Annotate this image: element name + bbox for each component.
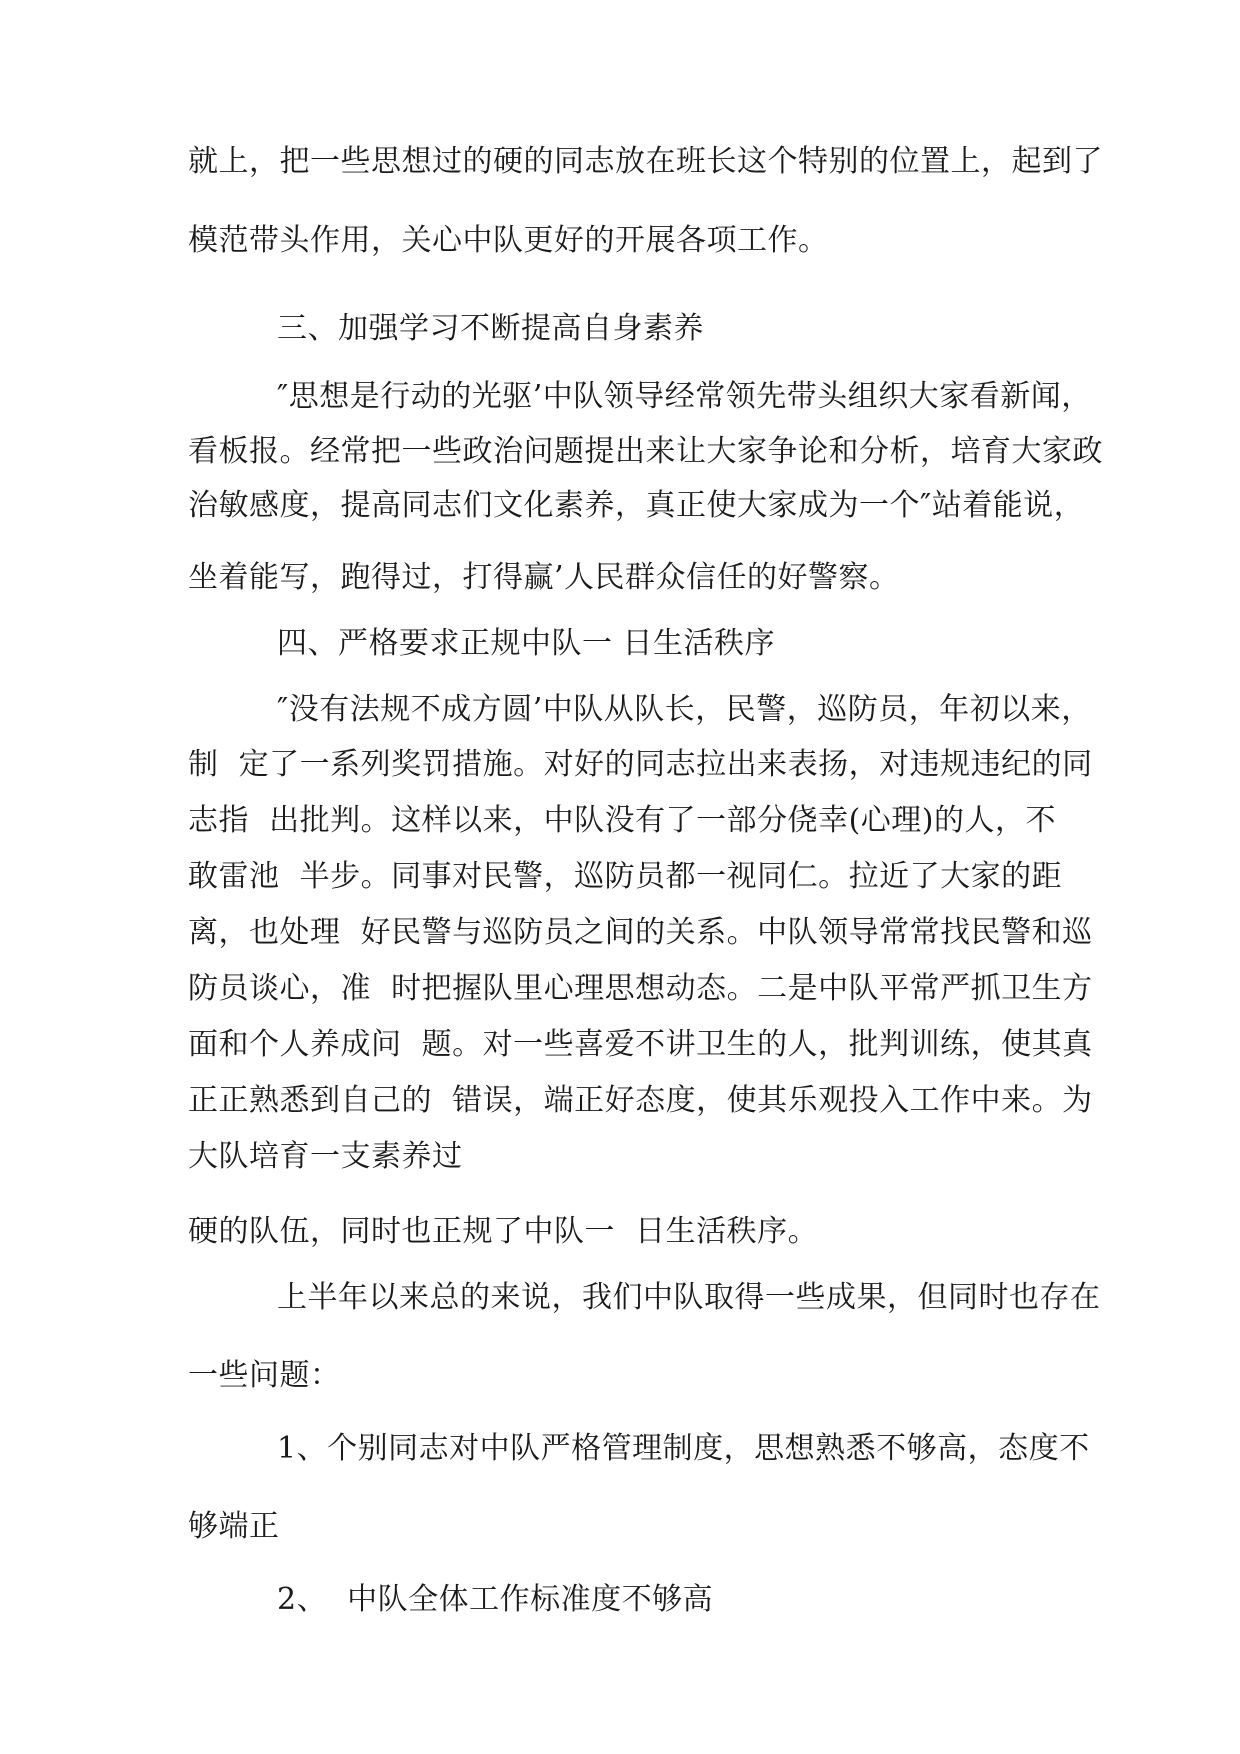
section-heading-3: 三、加强学习不断提高自身素养 [277, 311, 704, 346]
text-line-13: 离，也处理 好民警与巡防员之间的关系。中队领导常常找民警和巡 [188, 915, 1093, 950]
text-line-10: 制 定了一系列奖罚措施。对好的同志拉出来表扬，对违规违纪的同 [188, 747, 1093, 782]
text-line-5: 看板报。经常把一些政治问题提出来让大家争论和分析，培育大家政 [188, 434, 1103, 469]
list-item-1-continued: 够端正 [188, 1509, 280, 1544]
text-line-6: 治敏感度，提高同志们文化素养，真正使大家成为一个″站着能说， [188, 488, 1085, 523]
text-line-15: 面和个人养成问 题。对一些喜爱不讲卫生的人，批判训练，使其真 [188, 1027, 1093, 1062]
text-line-12: 敢雷池 半步。同事对民警，巡防员都一视同仁。拉近了大家的距 [188, 859, 1063, 894]
list-item-2: 2、 中队全体工作标准度不够高 [277, 1582, 714, 1617]
list-item-1: 1、个别同志对中队严格管理制度，思想熟悉不够高，态度不 [277, 1431, 1090, 1466]
text-line-17: 大队培育一支素养过 [188, 1139, 463, 1174]
text-line-2: 模范带头作用，关心中队更好的开展各项工作。 [188, 223, 829, 258]
text-line-9: ″没有法规不成方圆’中队从队长，民警，巡防员，年初以来， [277, 692, 1092, 727]
text-line-16: 正正熟悉到自己的 错误，端正好态度，使其乐观投入工作中来。为 [188, 1083, 1093, 1118]
text-line-4: ″思想是行动的光驱’中队领导经常领先带头组织大家看新闻， [277, 379, 1092, 414]
text-line-1: 就上，把一些思想过的硬的同志放在班长这个特别的位置上，起到了 [188, 144, 1103, 179]
text-line-19: 上半年以来总的来说，我们中队取得一些成果，但同时也存在 [277, 1280, 1101, 1315]
text-line-20: 一些问题： [188, 1358, 341, 1393]
section-heading-4: 四、严格要求正规中队一 日生活秩序 [277, 626, 776, 661]
text-line-11: 志指 出批判。这样以来，中队没有了一部分侥幸(心理)的人，不 [188, 803, 1056, 838]
text-line-14: 防员谈心，准 时把握队里心理思想动态。二是中队平常严抓卫生方 [188, 971, 1093, 1006]
text-line-7: 坐着能写，跑得过，打得赢’人民群众信任的好警察。 [188, 560, 900, 595]
text-line-18: 硬的队伍，同时也正规了中队一 日生活秩序。 [188, 1214, 819, 1249]
